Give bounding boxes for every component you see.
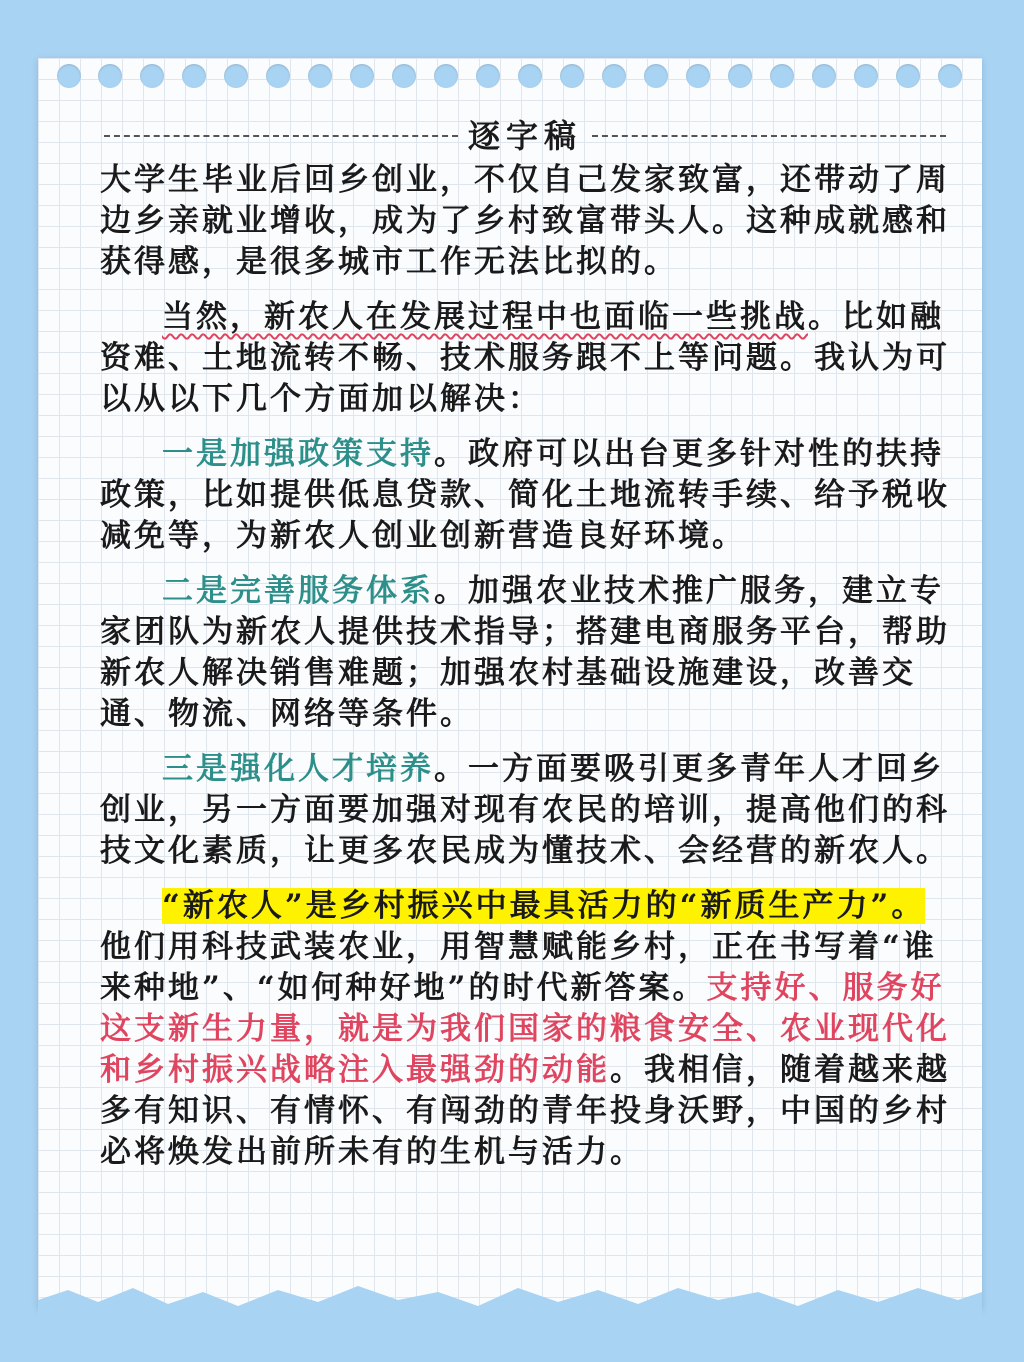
binder-hole-icon (140, 64, 164, 88)
emphasis-text: 支持好、服务好这支新生力量，就是为我们国家的粮食安全、农业现代化和乡村振兴战略注入最强劲的动能 (100, 970, 950, 1088)
binder-hole-icon (854, 64, 878, 88)
binder-hole-icon (182, 64, 206, 88)
paragraph-5 (100, 749, 950, 872)
section-header (100, 112, 950, 160)
paragraph-4 (100, 571, 950, 735)
header-divider (104, 135, 458, 137)
binder-hole-icon (392, 64, 416, 88)
binder-holes (0, 64, 1024, 104)
binder-hole-icon (812, 64, 836, 88)
paragraph-text: 。一方面要吸引更多青年人才回乡创业，另一方面要加强对现有农民的培训，提高他们的科技文化素质，让更多农民成为懂技术、会经营的新农人。 (100, 751, 950, 869)
point-heading: 三是强化人才培养 (162, 751, 434, 787)
binder-hole-icon (602, 64, 626, 88)
binder-hole-icon (938, 64, 962, 88)
binder-hole-icon (434, 64, 458, 88)
header-divider (592, 135, 946, 137)
binder-hole-icon (98, 64, 122, 88)
binder-hole-icon (224, 64, 248, 88)
paragraph-6 (100, 886, 950, 1173)
point-heading: 二是完善服务体系 (162, 573, 434, 609)
paragraph-2 (100, 297, 950, 420)
paragraph-text: 他们用科技武装农业，用智慧赋能乡村，正在书写着“谁来种地”、“如何种好地”的时代新答案。 (100, 929, 937, 1006)
page-title: 逐字稿 (468, 116, 583, 155)
binder-hole-icon (728, 64, 752, 88)
binder-hole-icon (896, 64, 920, 88)
binder-hole-icon (644, 64, 668, 88)
paragraph-text: 。政府可以出台更多针对性的扶持政策，比如提供低息贷款、简化土地流转手续、给予税收减免等，为新农人创业创新营造良好环境。 (100, 436, 950, 554)
paragraph-3 (100, 434, 950, 557)
binder-hole-icon (686, 64, 710, 88)
torn-edge-icon (38, 1280, 982, 1330)
transcript-content (100, 112, 950, 1187)
underlined-text: 当然，新农人在发展过程中也面临一些挑战 (162, 299, 808, 335)
binder-hole-icon (57, 64, 81, 88)
binder-hole-icon (560, 64, 584, 88)
paragraph-text: 。加强农业技术推广服务，建立专家团队为新农人提供技术指导；搭建电商服务平台，帮助新农人解决销售难题；加强农村基础设施建设，改善交通、物流、网络等条件。 (100, 573, 950, 732)
binder-hole-icon (308, 64, 332, 88)
highlighted-text: “新农人”是乡村振兴中最具活力的“新质生产力”。 (162, 888, 926, 924)
binder-hole-icon (770, 64, 794, 88)
paragraph-text: 。我相信，随着越来越多有知识、有情怀、有闯劲的青年投身沃野，中国的乡村必将焕发出前所未有的生机与活力。 (100, 1052, 950, 1170)
point-heading: 一是加强政策支持 (162, 436, 434, 472)
binder-hole-icon (350, 64, 374, 88)
binder-hole-icon (266, 64, 290, 88)
paragraph-text: 大学生毕业后回乡创业，不仅自己发家致富，还带动了周边乡亲就业增收，成为了乡村致富带头人。这种成就感和获得感，是很多城市工作无法比拟的。 (100, 162, 950, 280)
paragraph-text: 。比如融资难、土地流转不畅、技术服务跟不上等问题。我认为可以从以下几个方面加以解决： (100, 299, 950, 417)
paragraph-1 (100, 160, 950, 283)
binder-hole-icon (476, 64, 500, 88)
binder-hole-icon (518, 64, 542, 88)
